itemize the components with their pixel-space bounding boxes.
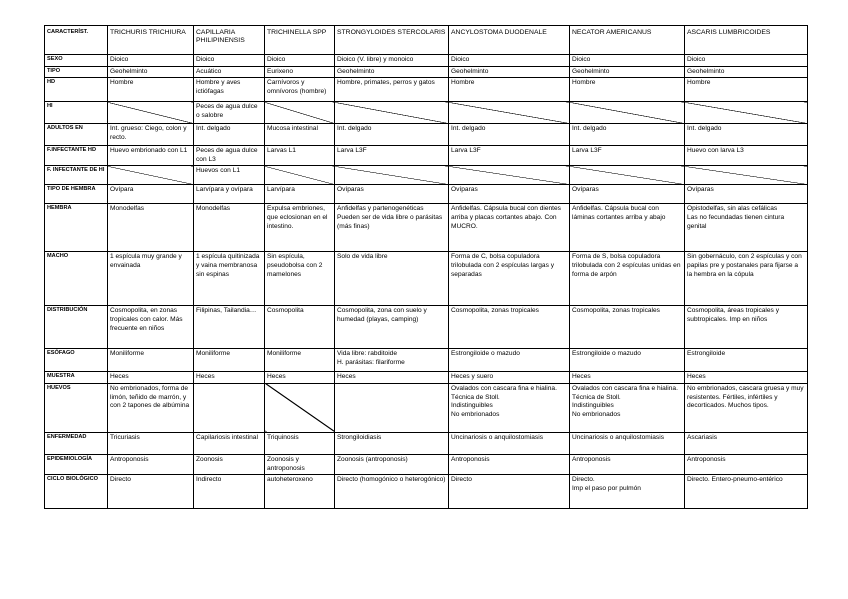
- cell-text: Heces: [337, 373, 356, 381]
- cell-text: No embrionados: [451, 410, 500, 418]
- cell-text: Int. delgado: [451, 125, 486, 133]
- table-cell: [685, 55, 808, 67]
- cell-text: Filipinas, Tailandia…: [196, 307, 257, 315]
- table-cell: [335, 475, 449, 509]
- table-cell: [265, 432, 335, 454]
- empty-crossed-cell: [335, 102, 449, 124]
- cell-text: Heces: [110, 373, 129, 381]
- cell-text: Indistinguibles: [572, 402, 614, 410]
- table-row: [45, 146, 808, 166]
- table-cell: [194, 66, 265, 78]
- cell-text: Hombre: [110, 79, 134, 87]
- table-cell: [449, 372, 570, 384]
- cell-text: Dioico: [110, 56, 129, 63]
- cell-text: Larva L3F: [451, 147, 481, 155]
- cell-text: Geohelminto: [451, 67, 489, 75]
- row-header: TIPO: [45, 66, 108, 78]
- cell-text: Anfidelfas. Cápsula bucal con dientes arriba y placas cortantes abajo. Con MUCRO.: [451, 205, 561, 230]
- table-cell: [685, 372, 808, 384]
- table-cell: [449, 204, 570, 252]
- header-cell: STRONGYLOIDES STERCOLARIS: [335, 26, 449, 55]
- table-cell: [570, 204, 685, 252]
- cell-text: Int. delgado: [337, 125, 372, 133]
- row-header: HUEVOS: [45, 383, 108, 432]
- cell-text: Ovíparas: [451, 186, 478, 194]
- cell-text: Monodelfas: [196, 205, 231, 213]
- cell-text: Triquinosis: [267, 433, 299, 441]
- table-row: [45, 78, 808, 102]
- row-header: EPIDEMIOLOGÍA: [45, 454, 108, 474]
- cell-text: Cosmopolita, áreas tropicales y subtropicales. Imp en niños: [687, 307, 779, 323]
- table-cell: [265, 146, 335, 166]
- table-cell: [108, 372, 194, 384]
- table-cell: [108, 349, 194, 372]
- table-cell: [685, 78, 808, 102]
- empty-crossed-cell: [265, 166, 335, 185]
- table-cell: [194, 454, 265, 474]
- table-cell: [570, 383, 685, 432]
- table-cell: [194, 383, 265, 432]
- cell-text: Moniliforme: [110, 350, 145, 358]
- cell-text: Larva L3F: [572, 147, 602, 155]
- cell-text: Larva L3F: [337, 147, 367, 155]
- table-cell: [194, 124, 265, 146]
- table-cell: [685, 432, 808, 454]
- cell-text: Heces: [196, 373, 215, 381]
- table-row: [45, 432, 808, 454]
- table-cell: [335, 306, 449, 349]
- cell-text: Cosmopolita, en zonas tropicales con calor. Más frecuente en niños: [110, 307, 183, 332]
- table-cell: [335, 55, 449, 67]
- cell-text: Cosmopolita, zona con suelo y humedad (playas, camping): [337, 307, 427, 323]
- table-cell: [194, 372, 265, 384]
- table-cell: [449, 432, 570, 454]
- table-cell: [685, 185, 808, 204]
- table-cell: [108, 78, 194, 102]
- table-row: [45, 185, 808, 204]
- empty-crossed-cell: [685, 166, 808, 185]
- table-row: [45, 372, 808, 384]
- cell-text: Dioico: [687, 56, 706, 63]
- table-cell: [194, 78, 265, 102]
- header-cell: CAPILLARIA PHILIPINENSIS: [194, 26, 265, 55]
- table-cell: [685, 66, 808, 78]
- table-cell: [335, 66, 449, 78]
- cell-text: Heces: [572, 373, 591, 381]
- table-row: [45, 454, 808, 474]
- row-header: ADULTOS EN: [45, 124, 108, 146]
- cell-text: Carnívoros y omnívoros (hombre): [267, 79, 327, 95]
- cell-text: Uncinariosis o anquilostomiasis: [572, 433, 664, 441]
- cell-text: Tricuriasis: [110, 433, 140, 441]
- table-cell: [570, 349, 685, 372]
- cell-text: Ovalados con cascara fina e hialina. Técnica de Stoll.: [451, 384, 557, 401]
- table-cell: [570, 306, 685, 349]
- cell-text: Peces de agua dulce con L3: [196, 147, 258, 163]
- empty-crossed-cell: [570, 102, 685, 124]
- table-cell: [265, 372, 335, 384]
- table-cell: [108, 252, 194, 306]
- cell-text: Uncinariosis o anquilostomiasis: [451, 433, 543, 441]
- table-row: [45, 102, 808, 124]
- cell-text: Capilariosis intestinal: [196, 433, 258, 441]
- cell-text: Ovíparas: [337, 186, 364, 194]
- row-header: CICLO BIOLÓGICO: [45, 475, 108, 509]
- cell-text: Larvas L1: [267, 147, 296, 155]
- row-header: SEXO: [45, 55, 108, 67]
- cell-text: Dioico: [196, 56, 215, 63]
- header-cell: ANCYLOSTOMA DUODENALE: [449, 26, 570, 55]
- header-cell: NECATOR AMERICANUS: [570, 26, 685, 55]
- cell-text: Solo de vida libre: [337, 253, 388, 261]
- cell-text: Cosmopolita, zonas tropicales: [572, 307, 660, 315]
- table-cell: [265, 78, 335, 102]
- cell-text: Antroponosis: [451, 455, 490, 463]
- cell-text: Moniliforme: [196, 350, 231, 358]
- cell-text: Antroponosis: [687, 455, 726, 463]
- cell-text: Ascariasis: [687, 433, 718, 441]
- table-row: [45, 124, 808, 146]
- table-cell: [335, 252, 449, 306]
- table-cell: [570, 185, 685, 204]
- cell-text: Hombre, primates, perros y gatos: [337, 79, 435, 87]
- table-row: [45, 475, 808, 509]
- table-cell: [570, 432, 685, 454]
- cell-text: Huevo con larva L3: [687, 147, 744, 155]
- table-cell: [449, 252, 570, 306]
- table-cell: [194, 306, 265, 349]
- cell-text: Cosmopolita, zonas tropicales: [451, 307, 539, 315]
- table-row: [45, 204, 808, 252]
- cell-text: Geohelminto: [110, 67, 148, 75]
- empty-crossed-cell: [570, 166, 685, 185]
- cell-text: No embrionados, forma de limón, teñido de marrón, y con 2 tapones de albúmina: [110, 384, 190, 410]
- table-cell: [449, 383, 570, 432]
- table-cell: [685, 454, 808, 474]
- cell-text: Geohelminto: [572, 67, 610, 75]
- row-header: ENFERMEDAD: [45, 432, 108, 454]
- cell-text: Zoonosis (antroponosis): [337, 455, 408, 463]
- table-cell: [685, 349, 808, 372]
- cell-text: Indirecto: [196, 476, 222, 484]
- table-cell: [108, 475, 194, 509]
- table-cell: [685, 306, 808, 349]
- table-cell: [570, 78, 685, 102]
- table-cell: [194, 166, 265, 185]
- cell-text: Geohelminto: [337, 67, 375, 75]
- table-cell: [108, 204, 194, 252]
- table-cell: [265, 204, 335, 252]
- cell-text: Vida libre: rabditoide: [337, 350, 397, 358]
- row-header: F. INFECTANTE DE HI: [45, 166, 108, 185]
- row-header: ESÓFAGO: [45, 349, 108, 372]
- cell-text: Zoonosis y antroponosis: [267, 455, 305, 472]
- cell-text: Indistinguibles: [451, 402, 493, 410]
- table-cell: [685, 204, 808, 252]
- cell-text: Antroponosis: [110, 455, 149, 463]
- row-header: TIPO DE HEMBRA: [45, 185, 108, 204]
- row-header: MUESTRA: [45, 372, 108, 384]
- cell-text: Hombre: [451, 79, 475, 87]
- cell-text: Ovalados con cascara fina e hialina. Técnica de Stoll.: [572, 384, 678, 401]
- table-row: [45, 55, 808, 67]
- table-cell: [108, 66, 194, 78]
- header-cell: TRICHURIS TRICHIURA: [108, 26, 194, 55]
- table-cell: [449, 454, 570, 474]
- empty-crossed-cell: [685, 102, 808, 124]
- empty-crossed-cell: [108, 166, 194, 185]
- cell-text: Sin gobernáculo, con 2 espículas y con papilas pre y postanales para fijarse a la hembra en la cópula: [687, 253, 802, 278]
- cell-text: Dioico: [572, 56, 591, 63]
- cell-text: Eurixeno: [267, 67, 294, 75]
- cell-text: Dioico: [451, 56, 470, 63]
- cell-text: Int. grueso: Ciego, colon y recto.: [110, 125, 187, 141]
- cell-text: Ovíparas: [572, 186, 599, 194]
- row-header: HD: [45, 78, 108, 102]
- table-cell: [335, 146, 449, 166]
- table-row: [45, 252, 808, 306]
- parasite-comparison-table: [44, 25, 808, 509]
- table-cell: [449, 66, 570, 78]
- table-cell: [108, 306, 194, 349]
- table-cell: [685, 252, 808, 306]
- cell-text: Int. delgado: [196, 125, 231, 133]
- table-cell: [194, 349, 265, 372]
- cell-text: Peces de agua dulce o salobre: [196, 103, 258, 119]
- cell-text: Directo: [110, 476, 131, 484]
- table-cell: [335, 185, 449, 204]
- header-cell: ASCARIS LUMBRICOIDES: [685, 26, 808, 55]
- table-cell: [194, 102, 265, 124]
- table-cell: [449, 124, 570, 146]
- cell-text: Hombre: [572, 79, 596, 87]
- cell-text: Dioico (V. libre) y monoico: [337, 56, 414, 63]
- table-cell: [265, 306, 335, 349]
- cell-text: Moniliforme: [267, 350, 302, 358]
- table-cell: [108, 124, 194, 146]
- cell-text: Cosmopolita: [267, 307, 304, 315]
- empty-crossed-cell: [265, 383, 335, 432]
- cell-text: Zoonosis: [196, 455, 223, 463]
- table-cell: [265, 454, 335, 474]
- table-cell: [449, 349, 570, 372]
- cell-text: Forma de C, bolsa copuladora trilobulada con 2 espículas largas y separadas: [451, 253, 554, 278]
- table-cell: [449, 306, 570, 349]
- row-header: MACHO: [45, 252, 108, 306]
- table-cell: [570, 475, 685, 509]
- row-header: F.INFECTANTE HD: [45, 146, 108, 166]
- table-cell: [335, 432, 449, 454]
- cell-text: Imp el paso por pulmón: [572, 484, 641, 492]
- cell-text: Estrongiloide o mazudo: [451, 350, 520, 358]
- table-cell: [194, 55, 265, 67]
- cell-text: No embrionados, cascara gruesa y muy resistentes. Fértiles, infértiles y decorticados. Muchos tipos.: [687, 384, 804, 410]
- cell-text: Int. delgado: [687, 125, 722, 133]
- table-cell: [570, 146, 685, 166]
- cell-text: Monodelfas: [110, 205, 145, 213]
- cell-text: Forma de S, bolsa copuladora trilobulada con 2 espículas unidas en forma de arpón: [572, 253, 681, 278]
- cell-text: H. parásitas: filariforme: [337, 358, 405, 366]
- table-cell: [449, 78, 570, 102]
- empty-crossed-cell: [108, 102, 194, 124]
- table-cell: [194, 475, 265, 509]
- table-cell: [449, 185, 570, 204]
- cell-text: Pueden ser de vida libre o parásitas (más finas): [337, 213, 443, 230]
- row-header: HI: [45, 102, 108, 124]
- table-cell: [570, 252, 685, 306]
- cell-text: Heces: [687, 373, 706, 381]
- table-row: [45, 306, 808, 349]
- table-cell: [685, 124, 808, 146]
- empty-crossed-cell: [265, 102, 335, 124]
- cell-text: Antroponosis: [572, 455, 611, 463]
- table-cell: [108, 55, 194, 67]
- empty-crossed-cell: [335, 166, 449, 185]
- table-cell: [108, 432, 194, 454]
- cell-text: Int. delgado: [572, 125, 607, 133]
- cell-text: Heces y suero: [451, 373, 494, 381]
- cell-text: Expulsa embriones, que eclosionan en el intestino.: [267, 205, 328, 230]
- table-cell: [265, 475, 335, 509]
- table-cell: [194, 146, 265, 166]
- table-cell: [335, 124, 449, 146]
- table-cell: [335, 78, 449, 102]
- cell-text: Strongiloidiasis: [337, 433, 382, 441]
- table-row: [45, 383, 808, 432]
- table-cell: [570, 454, 685, 474]
- header-cell: TRICHINELLA SPP: [265, 26, 335, 55]
- cell-text: Acuático: [196, 67, 222, 75]
- table-cell: [449, 55, 570, 67]
- table-cell: [108, 383, 194, 432]
- cell-text: Anfidelfas. Cápsula bucal con láminas cortantes arriba y abajo: [572, 205, 666, 221]
- table-cell: [685, 146, 808, 166]
- cell-text: Heces: [267, 373, 286, 381]
- table-row: [45, 349, 808, 372]
- cell-text: Opistodelfas, sin alas cefálicas: [687, 205, 778, 213]
- table-cell: [108, 146, 194, 166]
- table-cell: [570, 55, 685, 67]
- cell-text: Estrongiloide o mazudo: [572, 350, 641, 358]
- cell-text: Estrongiloide: [687, 350, 726, 358]
- table-row: [45, 166, 808, 185]
- table-cell: [335, 383, 449, 432]
- cell-text: Dioico: [267, 56, 286, 63]
- cell-text: Directo. Entero-pneumo-entérico: [687, 476, 783, 484]
- cell-text: Ovíparas: [687, 186, 714, 194]
- cell-text: Mucosa intestinal: [267, 125, 318, 133]
- table-cell: [108, 185, 194, 204]
- row-header: HEMBRA: [45, 204, 108, 252]
- table-cell: [108, 454, 194, 474]
- cell-text: Hombre: [687, 79, 711, 87]
- table-cell: [570, 124, 685, 146]
- table-cell: [194, 204, 265, 252]
- header-cell: CARACTERÍST.: [45, 26, 108, 55]
- table-body: [45, 55, 808, 509]
- table-cell: [265, 55, 335, 67]
- cell-text: Directo (homogónico o heterogónico): [337, 476, 446, 484]
- cell-text: Geohelminto: [687, 67, 725, 75]
- table-cell: [449, 475, 570, 509]
- table-cell: [335, 349, 449, 372]
- cell-text: Sin espícula, pseudobolsa con 2 mamelones: [267, 253, 323, 278]
- empty-crossed-cell: [449, 166, 570, 185]
- table-cell: [194, 185, 265, 204]
- table-cell: [265, 185, 335, 204]
- table-cell: [194, 432, 265, 454]
- table-cell: [265, 252, 335, 306]
- table-cell: [685, 383, 808, 432]
- table-cell: [570, 372, 685, 384]
- cell-text: 1 espícula quitinizada y vaina membranosa sin espinas: [196, 253, 260, 278]
- cell-text: Directo: [451, 476, 472, 484]
- cell-text: Hombre y aves ictiófagas: [196, 79, 241, 95]
- header-row: [45, 26, 808, 55]
- cell-text: Huevos con L1: [196, 167, 240, 175]
- table-cell: [570, 66, 685, 78]
- table-cell: [265, 124, 335, 146]
- cell-text: 1 espícula muy grande y envainada: [110, 253, 182, 269]
- cell-text: autoheteroxeno: [267, 476, 313, 484]
- table-row: [45, 66, 808, 78]
- cell-text: Anfidelfas y partenogenéticas: [337, 205, 424, 213]
- table-cell: [449, 146, 570, 166]
- cell-text: No embrionados: [572, 410, 621, 418]
- table-cell: [265, 349, 335, 372]
- table-cell: [335, 204, 449, 252]
- table-cell: [194, 252, 265, 306]
- cell-text: Las no fecundadas tienen cintura genital: [687, 213, 785, 230]
- cell-text: Larvípara y ovípara: [196, 186, 253, 194]
- cell-text: Directo.: [572, 476, 595, 484]
- table-cell: [685, 475, 808, 509]
- row-header: DISTRIBUCIÓN: [45, 306, 108, 349]
- cell-text: Larvípara: [267, 186, 295, 194]
- table-cell: [335, 454, 449, 474]
- empty-crossed-cell: [449, 102, 570, 124]
- table-cell: [265, 66, 335, 78]
- cell-text: Huevo embrionado con L1: [110, 147, 188, 155]
- table-cell: [335, 372, 449, 384]
- cell-text: Ovípara: [110, 186, 134, 194]
